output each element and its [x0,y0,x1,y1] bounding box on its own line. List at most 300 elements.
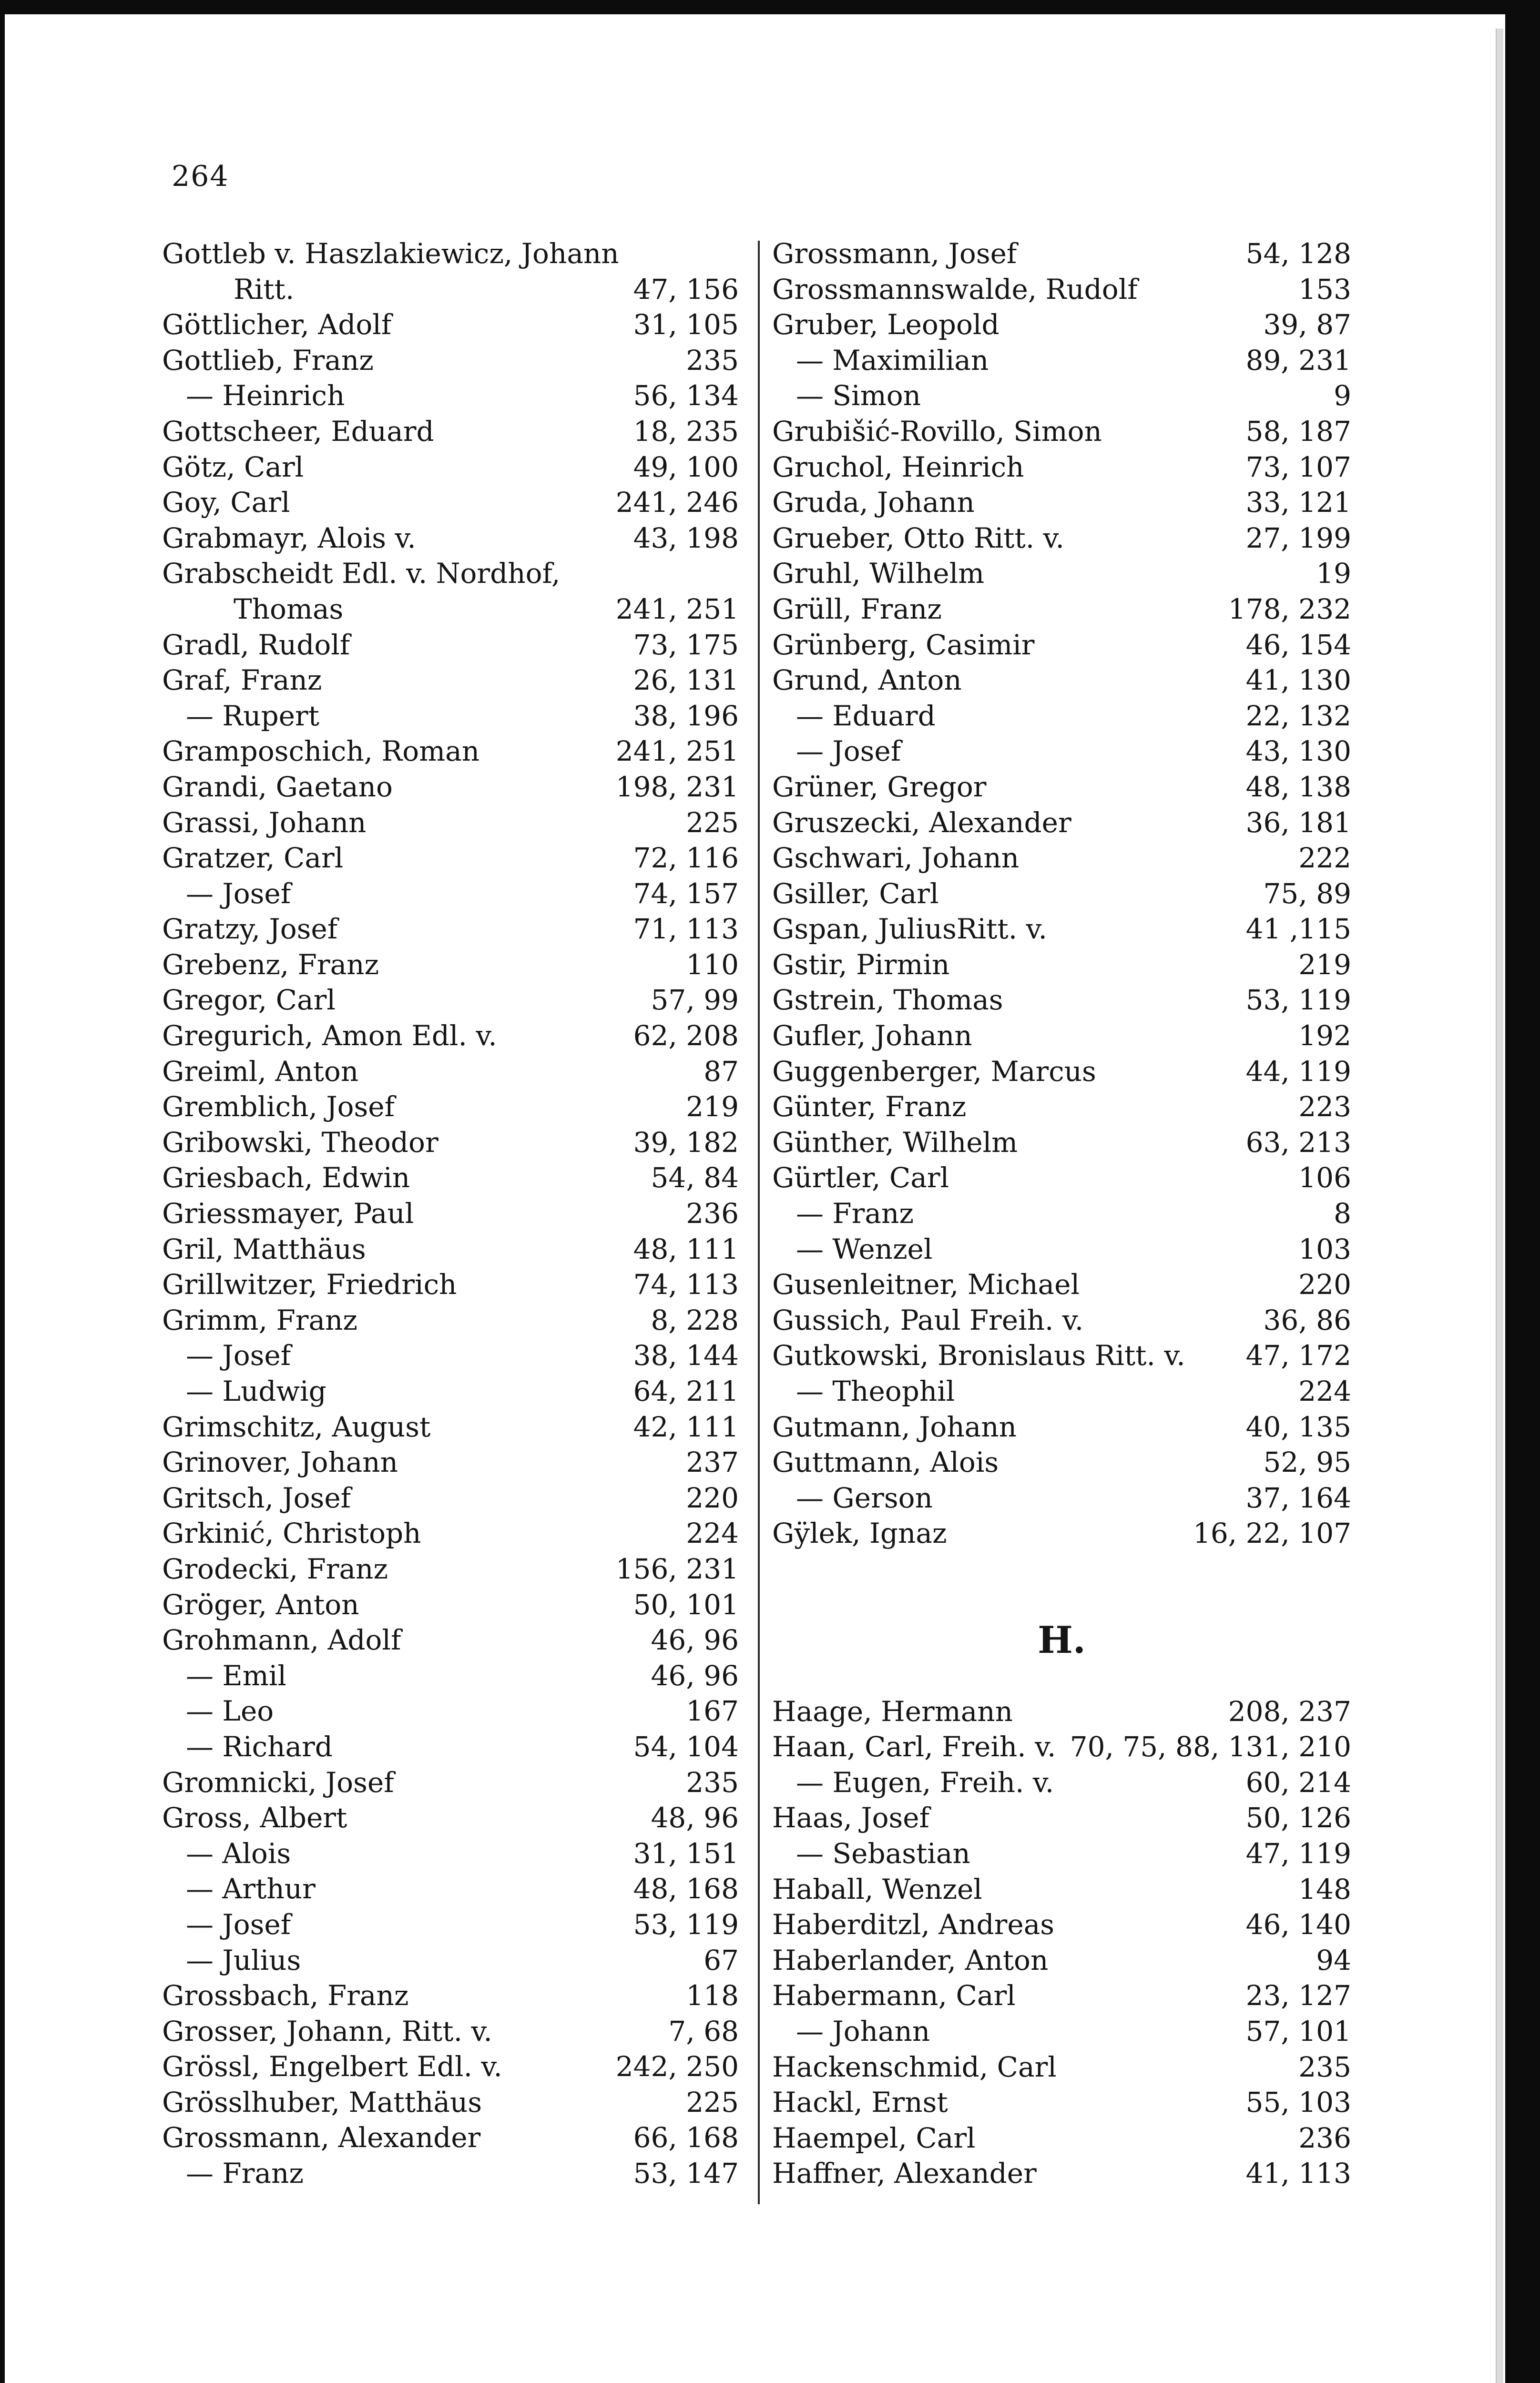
entry-name: — Alois [186,1837,291,1870]
entry-name: Gratzy, Josef [162,913,338,946]
index-entry [162,876,739,912]
index-entry [162,378,739,414]
entry-pages: 224 [1298,1375,1351,1407]
index-entry [772,1267,1351,1303]
entry-pages: 50, 126 [1245,1802,1351,1834]
entry-pages: 219 [686,1090,739,1123]
index-entry [162,1871,739,1907]
index-entry [772,769,1351,805]
index-entry [772,1338,1351,1374]
index-entry [772,1196,1351,1232]
entry-pages: 224 [686,1517,739,1550]
index-entry [772,1907,1351,1943]
index-entry [772,343,1351,378]
entry-name: Hackl, Ernst [772,2086,948,2119]
index-entry [162,1978,739,2014]
entry-name: Gradl, Rudolf [162,628,350,661]
entry-pages: 54, 128 [1245,237,1351,270]
index-entry [162,520,739,556]
entry-name: Gutkowski, Bronislaus Ritt. v. [772,1339,1185,1372]
entry-name: — Leo [186,1695,274,1728]
index-entry [162,1445,739,1480]
entry-pages: 235 [686,344,739,377]
index-entry [772,1232,1351,1267]
index-entry [772,378,1351,414]
entry-name: — Franz [186,2157,304,2190]
entry-pages: 9 [1334,379,1351,412]
entry-pages: 22, 132 [1245,699,1351,732]
entry-name: — Eugen, Freih. v. [796,1766,1054,1799]
page-number: 264 [172,160,229,193]
entry-pages: 63, 213 [1245,1126,1351,1159]
entry-name: Gromnicki, Josef [162,1766,394,1799]
index-entry [162,343,739,378]
entry-pages: 46, 140 [1245,1908,1351,1941]
index-entry [162,1693,739,1729]
entry-pages: 208, 237 [1228,1695,1351,1728]
entry-name: Haberditzl, Andreas [772,1908,1055,1941]
entry-name: Grüner, Gregor [772,770,987,803]
entry-name: Grinover, Johann [162,1446,398,1479]
index-entry [772,591,1351,627]
entry-name: Gross, Albert [162,1802,347,1834]
index-entry [162,1836,739,1872]
index-entry [772,733,1351,769]
index-entry [162,1303,739,1338]
entry-name: Günther, Wilhelm [772,1126,1018,1159]
index-entry [162,1232,739,1267]
entry-name: Hackenschmid, Carl [772,2050,1057,2083]
entry-name: Gottleb v. Haszlakiewicz, Johann [162,237,619,270]
entry-name: Gruszecki, Alexander [772,806,1071,839]
index-entry [162,1196,739,1232]
entry-pages: 75, 89 [1263,877,1351,910]
entry-name: Gstrein, Thomas [772,984,1003,1017]
index-entry [162,840,739,876]
scan-border-right [1505,0,1540,2383]
entry-name: — Ludwig [186,1375,326,1407]
index-entry [772,1943,1351,1978]
entry-pages: 219 [1298,948,1351,981]
scan-border-top [0,0,1540,14]
entry-pages: 73, 175 [633,628,739,661]
entry-pages: 225 [686,806,739,839]
index-entry [162,1267,739,1303]
entry-pages: 220 [686,1481,739,1514]
entry-name: Grössl, Engelbert Edl. v. [162,2050,502,2083]
entry-pages: 106 [1298,1161,1351,1194]
entry-name: Gröger, Anton [162,1588,359,1621]
entry-pages: 48, 168 [633,1873,739,1905]
entry-name: — Emil [186,1659,286,1692]
entry-name: — Rupert [186,699,319,732]
index-entry [772,2085,1351,2120]
index-entry [772,2120,1351,2156]
entry-name: — Franz [796,1197,914,1230]
entry-name: Gussich, Paul Freih. v. [772,1304,1084,1336]
entry-name: Grueber, Otto Ritt. v. [772,521,1064,554]
entry-pages: 50, 101 [633,1588,739,1621]
entry-name: Griessmayer, Paul [162,1197,414,1230]
index-entry [772,272,1351,307]
index-entry [772,1374,1351,1409]
index-entry [162,1125,739,1161]
entry-pages: 31, 105 [633,308,739,341]
entry-pages: 220 [1298,1268,1351,1301]
entry-pages: 56, 134 [633,379,739,412]
index-entry [162,662,739,698]
entry-pages: 43, 130 [1245,735,1351,768]
entry-name: — Johann [796,2015,930,2047]
index-entry [772,911,1351,947]
index-entry [772,947,1351,983]
entry-pages: 67 [704,1944,739,1976]
entry-name: — Josef [796,735,901,768]
entry-name: Gramposchich, Roman [162,735,480,768]
entry-name: Ritt. [234,273,295,306]
entry-pages: 110 [686,948,739,981]
index-entry [772,1445,1351,1480]
index-entry [162,1765,739,1801]
entry-pages: 46, 96 [651,1624,739,1657]
entry-pages: 40, 135 [1245,1410,1351,1443]
entry-pages: 42, 111 [633,1410,739,1443]
index-entry [772,520,1351,556]
entry-name: Grosser, Johann, Ritt. v. [162,2015,492,2047]
index-entry [162,1658,739,1694]
entry-pages: 8 [1334,1197,1351,1230]
index-entry [162,2120,739,2156]
entry-name: Habermann, Carl [772,1979,1016,2012]
index-entry [162,1338,739,1374]
entry-pages: 64, 211 [633,1375,739,1407]
page-edge-shadow [1496,29,1503,2383]
entry-name: Grkinić, Christoph [162,1517,421,1550]
index-entry [162,1374,739,1409]
index-entry [772,1303,1351,1338]
entry-pages: 167 [686,1695,739,1728]
index-entry [162,733,739,769]
entry-pages: 7, 68 [668,2015,739,2047]
index-entry [162,1729,739,1765]
entry-name: Grossmannswalde, Rudolf [772,273,1138,306]
entry-pages: 236 [686,1197,739,1230]
entry-pages: 89, 231 [1245,344,1351,377]
entry-pages: 39, 87 [1263,308,1351,341]
entry-pages: 70, 75, 88, 131, 210 [1070,1731,1351,1763]
entry-name: — Josef [186,1908,291,1941]
entry-name: Gritsch, Josef [162,1481,351,1514]
index-entry [162,805,739,841]
entry-name: Guttmann, Alois [772,1446,999,1479]
entry-pages: 54, 104 [633,1730,739,1763]
entry-pages: 58, 187 [1245,415,1351,448]
entry-name: — Richard [186,1730,333,1763]
entry-name: Gsiller, Carl [772,877,939,910]
entry-pages: 71, 113 [633,913,739,946]
entry-name: Grubišić-Rovillo, Simon [772,415,1102,448]
index-entry [162,1622,739,1658]
entry-pages: 48, 111 [633,1232,739,1265]
index-entry [162,1409,739,1445]
entry-pages: 47, 172 [1245,1339,1351,1372]
entry-pages: 47, 119 [1245,1837,1351,1870]
index-entry [162,947,739,983]
entry-pages: 54, 84 [651,1161,739,1194]
entry-pages: 36, 181 [1245,806,1351,839]
index-entry [162,1800,739,1836]
index-entry [162,414,739,449]
entry-name: Grimm, Franz [162,1304,357,1336]
entry-name: Grüll, Franz [772,592,942,625]
entry-name: Gribowski, Theodor [162,1126,439,1159]
index-entry [772,1872,1351,1907]
index-entry [772,840,1351,876]
entry-pages: 53, 119 [1245,984,1351,1017]
index-entry [162,485,739,520]
entry-name: Grösslhuber, Matthäus [162,2086,482,2118]
entry-name: Haball, Wenzel [772,1873,982,1905]
entry-pages: 192 [1298,1019,1351,1052]
entry-pages: 55, 103 [1245,2086,1351,2119]
entry-name: Günter, Franz [772,1090,967,1123]
entry-pages: 47, 156 [633,273,739,306]
entry-pages: 53, 147 [633,2157,739,2190]
entry-pages: 41, 113 [1245,2157,1351,2190]
entry-pages: 237 [686,1446,739,1479]
index-entry [772,805,1351,841]
index-entry [162,1054,739,1090]
entry-name: Haas, Josef [772,1802,930,1834]
index-entry [772,627,1351,663]
index-entry [772,1765,1351,1801]
index-entry [772,1836,1351,1872]
entry-pages: 62, 208 [633,1019,739,1052]
entry-pages: 31, 151 [633,1837,739,1870]
entry-name: Grünberg, Casimir [772,628,1035,661]
entry-name: Haberlander, Anton [772,1944,1049,1976]
entry-name: Grebenz, Franz [162,948,379,981]
blank-line [772,1551,1351,1587]
index-entry [772,698,1351,734]
index-entry [772,1480,1351,1516]
entry-name: Haffner, Alexander [772,2157,1037,2190]
entry-name: Grassi, Johann [162,806,367,839]
entry-name: Grandi, Gaetano [162,770,393,803]
index-column-right [772,236,1351,2191]
index-entry [772,2049,1351,2085]
index-entry [772,1160,1351,1196]
entry-name: Grillwitzer, Friedrich [162,1268,457,1301]
index-entry [162,627,739,663]
index-entry [162,2156,739,2191]
index-entry [772,1125,1351,1161]
entry-name: Gruber, Leopold [772,308,999,341]
entry-pages: 44, 119 [1245,1055,1351,1088]
index-entry [162,236,739,272]
entry-pages: 103 [1298,1232,1351,1265]
entry-name: — Gerson [796,1481,933,1514]
entry-pages: 16, 22, 107 [1193,1517,1351,1550]
entry-pages: 46, 96 [651,1659,739,1692]
entry-name: Götz, Carl [162,450,304,483]
index-entry [772,2156,1351,2191]
entry-name: — Heinrich [186,379,345,412]
entry-pages: 53, 119 [633,1908,739,1941]
entry-pages: 94 [1316,1944,1351,1976]
index-entry [772,556,1351,591]
entry-pages: 48, 96 [651,1802,739,1834]
entry-name: Gutmann, Johann [772,1410,1017,1443]
index-entry [772,414,1351,449]
entry-name: Grossmann, Alexander [162,2121,481,2154]
section-heading: H. [1038,1618,1086,1662]
entry-pages: 57, 99 [651,984,739,1017]
entry-name: Grund, Anton [772,664,962,697]
entry-pages: 48, 138 [1245,770,1351,803]
entry-name: Grohmann, Adolf [162,1624,401,1657]
entry-pages: 153 [1298,273,1351,306]
entry-name: Gschwari, Johann [772,842,1020,875]
entry-name: — Sebastian [796,1837,970,1870]
entry-name: — Arthur [186,1873,316,1905]
index-entry [772,1018,1351,1054]
entry-name: Gregurich, Amon Edl. v. [162,1019,497,1052]
index-entry [772,1978,1351,2014]
entry-name: Grimschitz, August [162,1410,431,1443]
entry-name: — Simon [796,379,921,412]
entry-name: — Maximilian [796,344,989,377]
entry-pages: 73, 107 [1245,450,1351,483]
scan-border-left [0,0,5,2383]
entry-pages: 39, 182 [633,1126,739,1159]
entry-pages: 118 [686,1979,739,2012]
entry-name: Gottlieb, Franz [162,344,374,377]
index-entry [162,911,739,947]
entry-name: — Wenzel [796,1232,933,1265]
index-entry [162,1551,739,1587]
index-entry [162,272,739,307]
entry-pages: 178, 232 [1228,592,1351,625]
index-entry [162,1516,739,1551]
entry-pages: 72, 116 [633,842,739,875]
entry-pages: 223 [1298,1090,1351,1123]
entry-name: Gremblich, Josef [162,1090,395,1123]
entry-pages: 41 ,115 [1245,913,1351,946]
index-entry [772,1694,1351,1730]
entry-name: Grabscheidt Edl. v. Nordhof, [162,557,561,590]
index-entry [162,1089,739,1125]
entry-pages: 8, 228 [651,1304,739,1336]
entry-pages: 225 [686,2086,739,2118]
entry-name: Haan, Carl, Freih. v. [772,1731,1056,1763]
entry-pages: 41, 130 [1245,664,1351,697]
entry-pages: 27, 199 [1245,521,1351,554]
index-entry [162,1587,739,1623]
index-entry [162,1480,739,1516]
entry-pages: 66, 168 [633,2121,739,2154]
index-entry [772,876,1351,912]
entry-name: Gril, Matthäus [162,1232,366,1265]
index-entry [162,2014,739,2049]
entry-pages: 38, 144 [633,1339,739,1372]
entry-name: Gottscheer, Eduard [162,415,434,448]
index-entry [162,1943,739,1978]
entry-name: Gürtler, Carl [772,1161,949,1194]
entry-pages: 46, 154 [1245,628,1351,661]
entry-pages: 241, 251 [615,592,739,625]
index-entry [772,449,1351,485]
entry-name: Gratzer, Carl [162,842,344,875]
entry-name: Haempel, Carl [772,2121,976,2154]
entry-pages: 52, 95 [1263,1446,1351,1479]
index-entry [772,1054,1351,1090]
entry-pages: 235 [1298,2050,1351,2083]
entry-name: Haage, Hermann [772,1695,1013,1728]
entry-name: Grossbach, Franz [162,1979,409,2012]
entry-pages: 148 [1298,1873,1351,1905]
entry-pages: 241, 251 [615,735,739,768]
index-entry [162,2085,739,2120]
index-entry [162,982,739,1018]
entry-pages: 60, 214 [1245,1766,1351,1799]
index-entry [162,769,739,805]
entry-name: Gruda, Johann [772,486,975,519]
entry-name: Gruchol, Heinrich [772,450,1024,483]
entry-pages: 38, 196 [633,699,739,732]
entry-name: Graf, Franz [162,664,322,697]
index-entry [772,982,1351,1018]
index-entry [162,307,739,343]
entry-name: Grodecki, Franz [162,1552,388,1585]
index-entry [772,1516,1351,1551]
index-entry [162,2049,739,2085]
entry-name: Gÿlek, Ignaz [772,1517,947,1550]
entry-pages: 74, 113 [633,1268,739,1301]
entry-pages: 18, 235 [633,415,739,448]
index-column-left [162,236,739,2191]
entry-name: Guggenberger, Marcus [772,1055,1096,1088]
entry-pages: 33, 121 [1245,486,1351,519]
index-entry [162,698,739,734]
index-entry [772,236,1351,272]
entry-name: Gspan, JuliusRitt. v. [772,913,1047,946]
entry-name: Thomas [234,592,344,625]
index-entry [772,662,1351,698]
entry-name: Göttlicher, Adolf [162,308,392,341]
entry-name: — Josef [186,877,291,910]
index-entry [772,2014,1351,2049]
entry-name: Gruhl, Wilhelm [772,557,985,590]
entry-pages: 236 [1298,2121,1351,2154]
index-entry [772,1729,1351,1765]
entry-pages: 87 [704,1055,739,1088]
entry-name: Griesbach, Edwin [162,1161,410,1194]
index-entry [162,556,739,591]
entry-name: Goy, Carl [162,486,290,519]
entry-pages: 43, 198 [633,521,739,554]
column-divider [758,241,760,2204]
entry-pages: 241, 246 [615,486,739,519]
entry-name: Grossmann, Josef [772,237,1017,270]
index-entry [162,449,739,485]
entry-name: — Eduard [796,699,936,732]
index-entry [162,1907,739,1943]
entry-name: Gusenleitner, Michael [772,1268,1080,1301]
entry-name: Gstir, Pirmin [772,948,950,981]
entry-pages: 19 [1316,557,1351,590]
index-entry [162,1018,739,1054]
